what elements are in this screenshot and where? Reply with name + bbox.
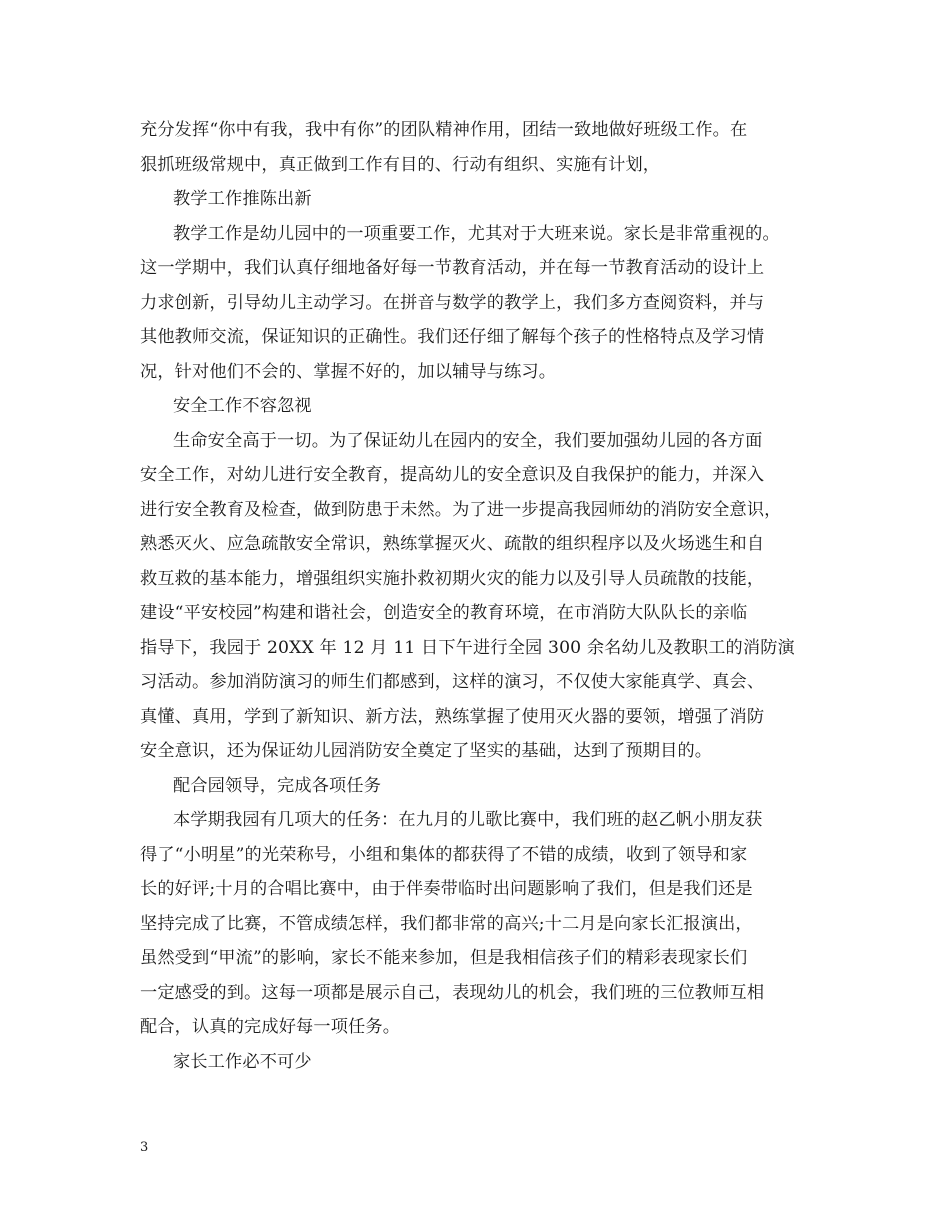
text-line: 一定感受的到。这每一项都是展示自己，表现幼儿的机会，我们班的三位教师互相: [140, 982, 765, 1003]
section-heading: 安全工作不容忽视: [173, 396, 312, 416]
section-heading: 家长工作必不可少: [173, 1051, 312, 1072]
text-line: 坚持完成了比赛，不管成绩怎样，我们都非常的高兴;十二月是向家长汇报演出，: [140, 913, 753, 934]
text-line: 力求创新，引导幼儿主动学习。在拼音与数学的教学上，我们多方查阅资料，并与: [140, 292, 765, 313]
text-line: 得了“小明星”的光荣称号，小组和集体的都获得了不错的成绩，收到了领导和家: [140, 844, 748, 865]
document-body: [140, 113, 830, 1079]
text-line: 配合，认真的完成好每一项任务。: [140, 1017, 401, 1037]
text-line: 长的好评;十月的合唱比赛中，由于伴奏带临时出问题影响了我们，但是我们还是: [140, 879, 753, 899]
text-line: 习活动。参加消防演习的师生们都感到，这样的演习，不仅使大家能真学、真会、: [140, 672, 765, 692]
text-line: 况，针对他们不会的、掌握不好的，加以辅导与练习。: [140, 361, 557, 382]
text-line: 教学工作是幼儿园中的一项重要工作，尤其对于大班来说。家长是非常重视的。: [173, 223, 780, 244]
text-line: 建设“平安校园”构建和谐社会，创造安全的教育环境，在市消防大队队长的亲临: [140, 603, 748, 623]
text-line: 熟悉灭火、应急疏散安全常识，熟练掌握灭火、疏散的组织程序以及火场逃生和自: [140, 534, 765, 554]
text-line: 进行安全教育及检查，做到防患于未然。为了进一步提高我园师幼的消防安全意识，: [140, 499, 782, 520]
page-number: 3: [140, 1140, 149, 1155]
text-line: 充分发挥“你中有我，我中有你”的团队精神作用，团结一致地做好班级工作。在: [140, 120, 748, 140]
section-heading: 配合园领导，完成各项任务: [173, 775, 382, 796]
text-line: 救互救的基本能力，增强组织实施扑救初期火灾的能力以及引导人员疏散的技能，: [140, 568, 765, 589]
text-line: 其他教师交流，保证知识的正确性。我们还仔细了解每个孩子的性格特点及学习情: [140, 327, 765, 347]
text-line: 本学期我园有几项大的任务：在九月的儿歌比赛中，我们班的赵乙帆小朋友获: [173, 810, 763, 830]
section-heading: 教学工作推陈出新: [173, 189, 312, 209]
text-line: 虽然受到“甲流”的影响，家长不能来参加，但是我相信孩子们的精彩表现家长们: [140, 948, 748, 968]
text-line: 真懂、真用，学到了新知识、新方法，熟练掌握了使用灭火器的要领，增强了消防: [140, 706, 765, 727]
text-line: 安全意识，还为保证幼儿园消防安全奠定了坚实的基础，达到了预期目的。: [140, 741, 713, 761]
text-line: 狠抓班级常规中，真正做到工作有目的、行动有组织、实施有计划，: [140, 154, 661, 175]
text-line: 指导下，我园于 20XX 年 12 月 11 日下午进行全园 300 余名幼儿及教职工的消防演: [140, 637, 795, 658]
text-line: 安全工作，对幼儿进行安全教育，提高幼儿的安全意识及自我保护的能力，并深入: [140, 465, 765, 485]
text-line: 这一学期中，我们认真仔细地备好每一节教育活动，并在每一节教育活动的设计上: [140, 258, 765, 278]
text-line: 生命安全高于一切。为了保证幼儿在园内的安全，我们要加强幼儿园的各方面: [173, 430, 763, 451]
